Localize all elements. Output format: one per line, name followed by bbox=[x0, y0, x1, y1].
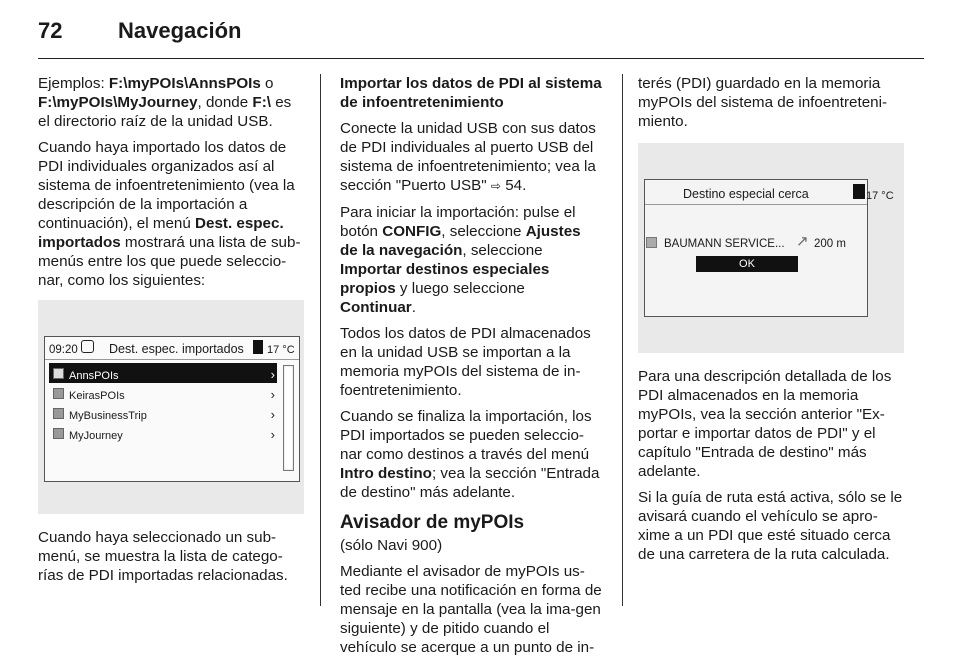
column-1 bbox=[38, 74, 304, 592]
warning-icon bbox=[853, 184, 865, 199]
paragraph: Todos los datos de PDI almacenados en la unidad USB se importan a la memoria myPOIs del sistema de in-foentretenimiento. bbox=[340, 325, 591, 399]
north-east-arrow-icon: ↗ bbox=[796, 233, 809, 250]
header-rule bbox=[38, 58, 924, 59]
paragraph: Cuando se finaliza la importación, los PDI importados se pueden seleccio-nar como destinos a través del menú Intro destino; vea la sección "Entrada de destino" más adelante. bbox=[340, 408, 600, 501]
paragraph: Mediante el avisador de myPOIs us-ted recibe una notificación en forma de mensaje en la pantalla (vea la ima-gen siguiente) y de pitido cuando el vehículo se acerque a un punto de in- bbox=[340, 563, 602, 656]
paragraph: Ejemplos: F:\myPOIs\AnnsPOIs o F:\myPOIs\MyJourney, donde F:\ es el directorio raíz de la unidad USB. bbox=[38, 75, 292, 130]
submenu-list bbox=[49, 363, 277, 443]
paragraph: Conecte la unidad USB con sus datos de PDI individuales al puerto USB del sistema de infoentretenimiento; vea la sección "Puerto USB" ⇨ 54. bbox=[340, 120, 596, 194]
temperature: 17 °C bbox=[267, 344, 295, 356]
screenshot-imported-pois bbox=[38, 300, 304, 514]
divider bbox=[645, 204, 867, 205]
chevron-right-icon: › bbox=[270, 427, 275, 442]
column-divider bbox=[622, 74, 623, 606]
temperature: 17 °C bbox=[866, 190, 894, 202]
page-header bbox=[38, 14, 924, 54]
paragraph: terés (PDI) guardado en la memoria myPOIs del sistema de infoentreteni-miento. bbox=[638, 75, 888, 130]
poi-icon bbox=[646, 237, 657, 248]
chevron-right-icon: › bbox=[270, 407, 275, 422]
paragraph: (sólo Navi 900) bbox=[340, 537, 443, 554]
folder-icon bbox=[53, 408, 64, 419]
screenshot-poi-alert bbox=[638, 143, 904, 353]
screen-header bbox=[45, 337, 299, 360]
folder-icon bbox=[53, 368, 64, 379]
clock-icon bbox=[81, 340, 94, 353]
list-item[interactable]: KeirasPOIs › bbox=[49, 383, 277, 403]
paragraph: Para una descripción detallada de los PDI almacenados en la memoria myPOIs, vea la sección anterior "Ex-portar e importar datos de PDI" y el capítulo "Entrada de destino" más adelante. bbox=[638, 368, 892, 480]
page-number: 72 bbox=[38, 18, 63, 43]
folder-icon bbox=[53, 428, 64, 439]
section-subheading: Importar los datos de PDI al sistema de infoentretenimiento bbox=[340, 75, 602, 111]
column-3 bbox=[638, 74, 904, 571]
section-heading: Avisador de myPOIs bbox=[340, 512, 525, 533]
screen-title: Dest. espec. importados bbox=[109, 342, 244, 356]
clock-time: 09:20 bbox=[49, 344, 78, 356]
poi-name: BAUMANN SERVICE... bbox=[664, 238, 785, 250]
poi-distance: 200 m bbox=[814, 238, 846, 250]
chevron-right-icon: › bbox=[270, 387, 275, 402]
page-title: Navegación bbox=[118, 18, 242, 43]
scrollbar-thumb[interactable] bbox=[285, 367, 292, 469]
paragraph: Si la guía de ruta está activa, sólo se le avisará cuando el vehículo se apro-xime a un PDI que esté situado cerca de una carretera de la ruta calculada. bbox=[638, 489, 903, 563]
warning-icon bbox=[253, 340, 263, 354]
list-item[interactable]: AnnsPOIs › bbox=[49, 363, 277, 383]
column-2 bbox=[340, 74, 602, 664]
paragraph: Para iniciar la importación: pulse el botón CONFIG, seleccione Ajustes de la navegación, seleccione Importar destinos especiales propios y luego seleccione Continuar. bbox=[340, 204, 581, 316]
scrollbar[interactable] bbox=[283, 365, 294, 471]
paragraph: Cuando haya importado los datos de PDI individuales organizados así al sistema de infoentretenimiento (vea la descripción de la importación a continuación), el menú Dest. espec. importados mostrará una lista de sub-menús entre los que puede seleccio-nar, como los siguientes: bbox=[38, 139, 301, 289]
list-item[interactable]: MyBusinessTrip › bbox=[49, 403, 277, 423]
column-divider bbox=[320, 74, 321, 606]
list-item[interactable]: MyJourney › bbox=[49, 423, 277, 443]
display-screen bbox=[44, 336, 300, 482]
paragraph: Cuando haya seleccionado un sub-menú, se muestra la lista de catego-rías de PDI importadas relacionadas. bbox=[38, 529, 288, 584]
ok-button[interactable]: OK bbox=[696, 256, 798, 272]
page-reference-arrow-icon: ⇨ bbox=[490, 179, 501, 193]
folder-icon bbox=[53, 388, 64, 399]
chevron-right-icon: › bbox=[270, 367, 275, 382]
screen-title: Destino especial cerca bbox=[683, 187, 809, 201]
